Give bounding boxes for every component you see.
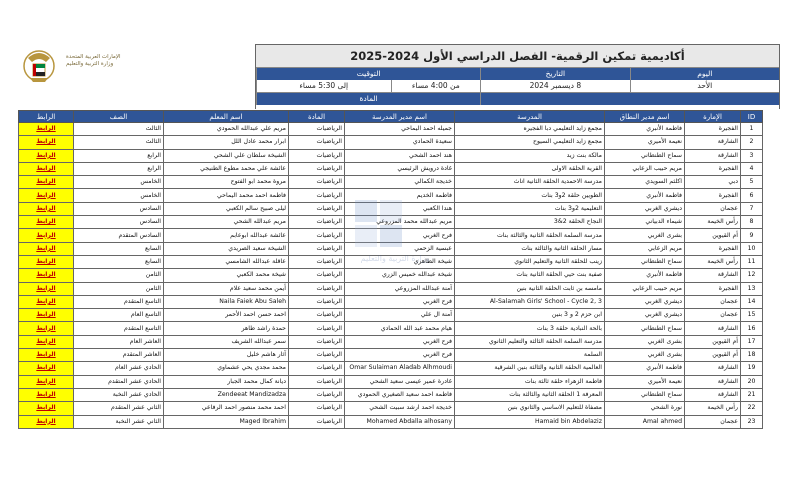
row-zone-manager: مريم حبيب الزعابي xyxy=(605,162,685,175)
session-info-header xyxy=(255,44,780,109)
table-row xyxy=(19,136,763,149)
row-emirate: الفجيرة xyxy=(685,162,741,175)
row-emirate: الشارقة xyxy=(685,136,741,149)
row-zone-manager: نعيمة الأميري xyxy=(605,375,685,388)
row-grade: الثاني عشر النخبة xyxy=(74,415,164,428)
row-principal: خديجة الكمالي xyxy=(345,176,455,189)
row-principal: غادرة عمير عيسى سعيد الشحي xyxy=(345,375,455,388)
table-row xyxy=(19,335,763,348)
row-grade: الثامن xyxy=(74,282,164,295)
row-zone-manager: سماح الطنطاني xyxy=(605,255,685,268)
row-subject: الرياضيات xyxy=(289,349,345,362)
row-emirate: عجمان xyxy=(685,309,741,322)
row-principal: Mohamed Abdalla alhosany xyxy=(345,415,455,428)
row-emirate: الشارقة xyxy=(685,149,741,162)
label-time: التوقيت xyxy=(256,68,480,80)
row-principal: هند احمد الشحي xyxy=(345,149,455,162)
row-emirate: الشارقة xyxy=(685,388,741,401)
row-zone-manager: ديشري الغربي xyxy=(605,202,685,215)
row-school: النجاح الحلقة 2&3 xyxy=(455,216,605,229)
table-row xyxy=(19,415,763,428)
info-labels-row-2 xyxy=(256,93,779,105)
row-principal: سعيدة الحمادي xyxy=(345,136,455,149)
row-emirate: الفجيرة xyxy=(685,189,741,202)
info-labels-row-1 xyxy=(256,68,779,80)
row-teacher: ديانة كمال محمد الجبار xyxy=(164,375,289,388)
table-row xyxy=(19,402,763,415)
label-date: التاريخ xyxy=(480,68,629,80)
row-school: الطويين حلقة 2و3 بنات xyxy=(455,189,605,202)
row-id: 7 xyxy=(741,202,763,215)
row-principal: خديجة احمد ارشد سبيت الشحي xyxy=(345,402,455,415)
row-teacher: عائشة علي محمد مطوع الطنيجي xyxy=(164,162,289,175)
row-principal: فاطمة الخديم xyxy=(345,189,455,202)
table-row xyxy=(19,216,763,229)
table-header-row xyxy=(19,111,763,123)
row-teacher: مروة محمد ابو الفتوح xyxy=(164,176,289,189)
row-school: بالحة النبادية حلقة 3 بنات xyxy=(455,322,605,335)
row-school: مجمع زايد التعليمي دبا الفجيره xyxy=(455,123,605,136)
row-teacher: احمد محمد منصور احمد الرفاعي xyxy=(164,402,289,415)
row-principal: فرح الغربي xyxy=(345,335,455,348)
row-id: 12 xyxy=(741,269,763,282)
row-id: 17 xyxy=(741,335,763,348)
row-emirate: الفجيرة xyxy=(685,282,741,295)
join-link[interactable]: الرابط xyxy=(19,309,74,322)
row-id: 5 xyxy=(741,176,763,189)
row-teacher: فاطمة احمد محمد اليماحي xyxy=(164,189,289,202)
table-row xyxy=(19,149,763,162)
table-row xyxy=(19,375,763,388)
row-emirate: الشارقة xyxy=(685,362,741,375)
col-header-zone-manager: اسم مدير النطاق xyxy=(605,111,685,123)
table-row xyxy=(19,202,763,215)
row-grade: الثالث xyxy=(74,123,164,136)
row-grade: السادس xyxy=(74,202,164,215)
ministry-line-2: وزارة التربية والتعليم xyxy=(66,61,114,67)
info-subject-row xyxy=(256,105,779,109)
row-subject: الرياضيات xyxy=(289,309,345,322)
value-day: الأحد xyxy=(630,80,779,92)
row-emirate: أم القيوين xyxy=(685,229,741,242)
row-teacher: Naila Faiek Abu Saleh xyxy=(164,295,289,308)
col-header-teacher: اسم المعلم xyxy=(164,111,289,123)
join-link[interactable]: الرابط xyxy=(19,242,74,255)
row-teacher: آثار هاشم خليل xyxy=(164,349,289,362)
row-emirate: الشارقة xyxy=(685,269,741,282)
join-link[interactable]: الرابط xyxy=(19,136,74,149)
row-grade: السادس xyxy=(74,216,164,229)
table-row xyxy=(19,282,763,295)
col-header-school: المدرسة xyxy=(455,111,605,123)
col-header-grade: الصف xyxy=(74,111,164,123)
table-row xyxy=(19,269,763,282)
join-link[interactable]: الرابط xyxy=(19,322,74,335)
row-subject: الرياضيات xyxy=(289,415,345,428)
row-subject: الرياضيات xyxy=(289,242,345,255)
join-link[interactable]: الرابط xyxy=(19,375,74,388)
row-zone-manager: نعيمة الأميري xyxy=(605,136,685,149)
row-zone-manager: مريم الزعابي xyxy=(605,242,685,255)
row-emirate: رأس الخيمة xyxy=(685,216,741,229)
row-id: 14 xyxy=(741,295,763,308)
value-date: 8 ديسمبر 2024 xyxy=(480,80,629,92)
row-subject: الرياضيات xyxy=(289,162,345,175)
row-subject: الرياضيات xyxy=(289,202,345,215)
table-row xyxy=(19,322,763,335)
row-grade: الرابع xyxy=(74,149,164,162)
row-school: القرية الحلقة الاولى xyxy=(455,162,605,175)
row-grade: الحادي عشر النخبة xyxy=(74,388,164,401)
row-id: 22 xyxy=(741,402,763,415)
join-link[interactable]: الرابط xyxy=(19,202,74,215)
row-principal: آمنة عبدالله المزروعي xyxy=(345,282,455,295)
table-row xyxy=(19,295,763,308)
row-school: مصفاة للتعليم الاساسي والثانوي بنين xyxy=(455,402,605,415)
row-principal: مريم عبدالله محمد المزروعي xyxy=(345,216,455,229)
join-link[interactable]: الرابط xyxy=(19,415,74,428)
table-row xyxy=(19,189,763,202)
row-subject: الرياضيات xyxy=(289,295,345,308)
row-school: التعليمية 2و3 بنات xyxy=(455,202,605,215)
row-school: Hamaid bin Abdelaziz xyxy=(455,415,605,428)
row-principal: شيخة عبدالله خميس الزري xyxy=(345,269,455,282)
label-subject: المادة xyxy=(256,93,480,105)
row-id: 18 xyxy=(741,349,763,362)
row-emirate: رأس الخيمة xyxy=(685,402,741,415)
row-subject: الرياضيات xyxy=(289,269,345,282)
col-header-emirate: الإمارة xyxy=(685,111,741,123)
row-grade: الخامس xyxy=(74,189,164,202)
row-grade: التاسع العام xyxy=(74,309,164,322)
row-school: مجمع زايد التعليمي السيوح xyxy=(455,136,605,149)
row-school: مسار الحلقة الثانية والثالثة بنات xyxy=(455,242,605,255)
table-row xyxy=(19,162,763,175)
row-school: العالمية الحلقة الثانية والثالثة بنين الشرقية xyxy=(455,362,605,375)
row-emirate: عجمان xyxy=(685,202,741,215)
join-link[interactable]: الرابط xyxy=(19,149,74,162)
table-row xyxy=(19,176,763,189)
row-id: 10 xyxy=(741,242,763,255)
row-grade: الثامن xyxy=(74,269,164,282)
row-grade: التاسع المتقدم xyxy=(74,322,164,335)
row-subject: الرياضيات xyxy=(289,335,345,348)
table-row xyxy=(19,242,763,255)
row-school: زينب للحلقة الثانية والتعليم الثانوي xyxy=(455,255,605,268)
row-grade: الرابع xyxy=(74,162,164,175)
row-emirate: الشارقة xyxy=(685,322,741,335)
join-link[interactable]: الرابط xyxy=(19,176,74,189)
row-principal: هيام محمد عبد الله الحمادي xyxy=(345,322,455,335)
teachers-schedule-table xyxy=(18,110,763,429)
row-grade: السابع xyxy=(74,255,164,268)
row-principal: فرح الغربي xyxy=(345,349,455,362)
row-teacher: محمد مجدي يحي عشماوي xyxy=(164,362,289,375)
row-teacher: عائشة عبدالله ابوعابم xyxy=(164,229,289,242)
row-emirate: رأس الخيمة xyxy=(685,255,741,268)
row-emirate: عجمان xyxy=(685,415,741,428)
join-link[interactable]: الرابط xyxy=(19,123,74,136)
row-zone-manager: Amal ahmed xyxy=(605,415,685,428)
row-principal: فاطمة احمد سعيد الصغيري الحمودي xyxy=(345,388,455,401)
row-principal: هندا الكعبي xyxy=(345,202,455,215)
row-teacher: Maged Ibrahim xyxy=(164,415,289,428)
table-row xyxy=(19,349,763,362)
row-subject: الرياضيات xyxy=(289,388,345,401)
table-row xyxy=(19,388,763,401)
table-row xyxy=(19,362,763,375)
row-principal: جميله احمد اليماحي xyxy=(345,123,455,136)
row-teacher: الشيخة سلطان علي الشحي xyxy=(164,149,289,162)
row-zone-manager: ديشري الغربي xyxy=(605,295,685,308)
row-teacher: Zendeeat Mandizadza xyxy=(164,388,289,401)
row-principal: فرح الغربي xyxy=(345,229,455,242)
row-id: 16 xyxy=(741,322,763,335)
row-school: مدرسة الاحمدية الحلقة الثانية اناث xyxy=(455,176,605,189)
row-teacher: أيمن محمد سعيد علام xyxy=(164,282,289,295)
table-row xyxy=(19,255,763,268)
row-school: السلمة xyxy=(455,349,605,362)
row-subject: الرياضيات xyxy=(289,149,345,162)
row-zone-manager: فاطمة الأنبري xyxy=(605,189,685,202)
row-grade: الحادي عشر المتقدم xyxy=(74,375,164,388)
row-id: 15 xyxy=(741,309,763,322)
row-teacher: عاقلة عبدالله الشامسي xyxy=(164,255,289,268)
col-header-principal: اسم مدير المدرسة xyxy=(345,111,455,123)
row-teacher: ابرار محمد عادل اللل xyxy=(164,136,289,149)
row-id: 4 xyxy=(741,162,763,175)
row-zone-manager: اكلثم السويدي xyxy=(605,176,685,189)
join-link[interactable]: الرابط xyxy=(19,402,74,415)
row-school: مالكة بنت زيد xyxy=(455,149,605,162)
row-zone-manager: ديشري الغربي xyxy=(605,309,685,322)
ministry-line-1: الإمارات العربية المتحدة xyxy=(66,54,121,60)
row-zone-manager: سماح الطنطاني xyxy=(605,388,685,401)
row-principal: شيخة الطاهري xyxy=(345,255,455,268)
row-school: مدرسة السلمة الحلقة الثانية والثالثة بنات xyxy=(455,229,605,242)
col-header-id: ID xyxy=(741,111,763,123)
join-link[interactable]: الرابط xyxy=(19,255,74,268)
row-zone-manager: شيماء الدبياني xyxy=(605,216,685,229)
uae-emblem-logo xyxy=(18,44,60,86)
value-time-from: من 4:00 مساء xyxy=(391,80,481,92)
row-id: 3 xyxy=(741,149,763,162)
ministry-name xyxy=(66,54,156,68)
row-grade: السادس المتقدم xyxy=(74,229,164,242)
document-title: أكاديمية تمكين الرقمية- الفصل الدراسي الأول 2024-2025 xyxy=(256,45,779,68)
table-row xyxy=(19,309,763,322)
row-zone-manager: بشرى الغربي xyxy=(605,335,685,348)
row-school: مدرسة السلمة الحلقة الثالثة والتعليم الثانوي xyxy=(455,335,605,348)
row-teacher: مريم علي عبدالله الحمودي xyxy=(164,123,289,136)
join-link[interactable]: الرابط xyxy=(19,295,74,308)
row-id: 23 xyxy=(741,415,763,428)
row-id: 13 xyxy=(741,282,763,295)
row-school: فاطمة الزهراء حلقة ثالثة بنات xyxy=(455,375,605,388)
row-teacher: شيخة محمد الكعبي xyxy=(164,269,289,282)
row-id: 20 xyxy=(741,375,763,388)
row-school: المعرفة 1 الحلقة الثانية والثالثة بنات xyxy=(455,388,605,401)
join-link[interactable]: الرابط xyxy=(19,216,74,229)
label-day: اليوم xyxy=(630,68,779,80)
row-zone-manager: مريم حبيب الزعابي xyxy=(605,282,685,295)
row-id: 2 xyxy=(741,136,763,149)
row-zone-manager: فاطمة الأنبري xyxy=(605,362,685,375)
row-principal: فرح الغربي xyxy=(345,295,455,308)
row-subject: الرياضيات xyxy=(289,229,345,242)
label-spacer xyxy=(480,93,779,105)
row-id: 6 xyxy=(741,189,763,202)
row-zone-manager: فاطمة الأنبري xyxy=(605,123,685,136)
col-header-link: الرابط xyxy=(19,111,74,123)
row-grade: الحادي عشر العام xyxy=(74,362,164,375)
join-link[interactable]: الرابط xyxy=(19,335,74,348)
row-zone-manager: بشرى الغربي xyxy=(605,229,685,242)
row-teacher: سمر عبدالله الشريف xyxy=(164,335,289,348)
row-grade: الثاني عشر المتقدم xyxy=(74,402,164,415)
row-subject: الرياضيات xyxy=(289,216,345,229)
row-subject: الرياضيات xyxy=(289,402,345,415)
row-zone-manager: بشرى الغربي xyxy=(605,349,685,362)
row-school: صفية بنت حيي الحلقة الثانية بنات xyxy=(455,269,605,282)
row-principal: Omar Sulaiman Aladab Alhmoudi xyxy=(345,362,455,375)
row-emirate: الفجيرة xyxy=(685,123,741,136)
row-grade: الخامس xyxy=(74,176,164,189)
row-id: 21 xyxy=(741,388,763,401)
table-row xyxy=(19,229,763,242)
watermark-text: وزارة التربية والتعليم xyxy=(360,254,430,263)
row-subject: الرياضيات xyxy=(289,322,345,335)
row-school: مامسه بن ثابت الحلقة الثانية بنين xyxy=(455,282,605,295)
row-teacher: ليلى صبيح سالم الكعبي xyxy=(164,202,289,215)
row-grade: السابع xyxy=(74,242,164,255)
row-teacher: حمدة راشد طاهر xyxy=(164,322,289,335)
row-id: 11 xyxy=(741,255,763,268)
row-teacher: الشيخة سعيد الصريدي xyxy=(164,242,289,255)
row-principal: غادة درويش الرئيسي xyxy=(345,162,455,175)
row-subject: الرياضيات xyxy=(289,375,345,388)
row-emirate: عجمان xyxy=(685,295,741,308)
col-header-subject: المادة xyxy=(289,111,345,123)
row-teacher: مريم عبدالله الشحي xyxy=(164,216,289,229)
row-emirate: دبي xyxy=(685,176,741,189)
row-grade: الثالث xyxy=(74,136,164,149)
row-subject: الرياضيات xyxy=(289,282,345,295)
join-link[interactable]: الرابط xyxy=(19,282,74,295)
row-zone-manager: سماح الطنطاني xyxy=(605,322,685,335)
row-emirate: الفجيرة xyxy=(685,242,741,255)
row-emirate: أم القيوين xyxy=(685,335,741,348)
row-subject: الرياضيات xyxy=(289,136,345,149)
row-subject: الرياضيات xyxy=(289,176,345,189)
row-id: 8 xyxy=(741,216,763,229)
row-school: ابن حزم 2 و 3 بنين xyxy=(455,309,605,322)
row-teacher: احمد حسن احمد الأحمر xyxy=(164,309,289,322)
value-time-to: إلى 5:30 مساء xyxy=(256,80,390,92)
row-principal: عبسية الزحمي xyxy=(345,242,455,255)
join-link[interactable]: الرابط xyxy=(19,189,74,202)
row-subject: الرياضيات xyxy=(289,362,345,375)
row-id: 19 xyxy=(741,362,763,375)
join-link[interactable]: الرابط xyxy=(19,362,74,375)
row-subject: الرياضيات xyxy=(289,255,345,268)
row-grade: العاشر المتقدم xyxy=(74,349,164,362)
join-link[interactable]: الرابط xyxy=(19,349,74,362)
row-zone-manager: نورة الشحي xyxy=(605,402,685,415)
row-subject: الرياضيات xyxy=(289,189,345,202)
join-link[interactable]: الرابط xyxy=(19,162,74,175)
info-values-row xyxy=(256,80,779,93)
row-id: 1 xyxy=(741,123,763,136)
row-zone-manager: سماح الطنطاني xyxy=(605,149,685,162)
join-link[interactable]: الرابط xyxy=(19,229,74,242)
row-grade: العاشر العام xyxy=(74,335,164,348)
table-row xyxy=(19,123,763,136)
table-body xyxy=(19,123,763,429)
row-emirate: أم القيوين xyxy=(685,349,741,362)
row-school: Al-Salamah Girls' School - Cycle 2, 3 xyxy=(455,295,605,308)
row-id: 9 xyxy=(741,229,763,242)
row-zone-manager: فاطمة الأنبري xyxy=(605,269,685,282)
row-principal: آمنة ال علي xyxy=(345,309,455,322)
join-link[interactable]: الرابط xyxy=(19,269,74,282)
join-link[interactable]: الرابط xyxy=(19,388,74,401)
row-emirate: الشارقة xyxy=(685,375,741,388)
row-grade: التاسع المتقدم xyxy=(74,295,164,308)
row-subject: الرياضيات xyxy=(289,123,345,136)
